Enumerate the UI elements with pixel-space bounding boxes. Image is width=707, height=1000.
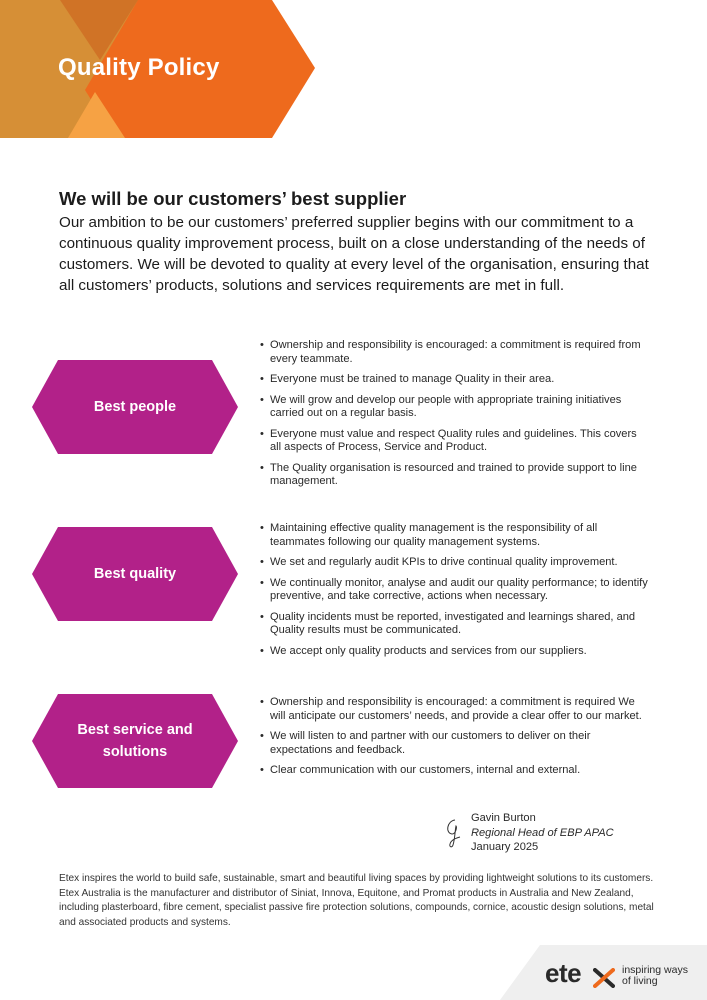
list-item: • We set and regularly audit KPIs to drive continual quality improvement. [260,556,618,568]
list-item: • Everyone must value and respect Quality rules and guidelines. This covers all aspects of Process, Service and Product. [260,427,637,453]
list-item: • We accept only quality products and services from our suppliers. [260,644,587,657]
list-item: • The Quality organisation is resourced and trained to provide support to line management. [260,461,637,487]
list-item: • Maintaining effective quality management is the responsibility of all teammates following our quality management systems. [260,522,598,548]
list-item: • Ownership and responsibility is encouraged: a commitment is required from every teammate. [260,339,641,365]
pillar-label: Best quality [93,566,177,582]
signoff-block [443,811,683,857]
list-item: • Everyone must be trained to manage Quality in their area. [260,373,555,385]
pillar-bullet-list-best-service [259,696,649,785]
signature-mark [443,817,463,849]
intro-heading: We will be our customers’ best supplier [59,188,407,209]
brand-wordmark: ete [545,958,582,988]
list-item: • We will listen to and partner with our customers to deliver on their expectations and feedback. [260,730,591,756]
pillar-badge-best-quality [32,527,238,621]
signoff-name: Gavin Burton [471,812,536,824]
signoff-role: Regional Head of EBP APAC [471,826,614,839]
list-item: • We will grow and develop our people with appropriate training initiatives carried out on a regular basis. [260,393,622,419]
list-item: • We continually monitor, analyse and audit our quality performance; to identify preventive, and take corrective, actions when necessary. [260,576,648,602]
brand-tagline [622,965,707,987]
pillar-bullet-list-best-people [259,339,649,496]
pillar-bullet-list-best-quality [259,522,649,665]
page-title: Quality Policy [58,54,220,81]
brand-tagline-line1: inspiring ways [622,964,688,976]
pillar-badge-best-service [32,694,238,788]
list-item: • Quality incidents must be reported, investigated and learnings shared, and Quality results must be communicated. [260,610,636,636]
list-item: • Ownership and responsibility is encouraged: a commitment is required We will anticipate our customers’ needs, and provide a clear offer to our market. [260,696,642,722]
pillar-badge-best-people [32,360,238,454]
pillar-label: Best service and solutions [77,722,193,760]
pillar-label: Best people [93,399,177,415]
signoff-date: January 2025 [471,841,539,853]
list-item: • Clear communication with our customers, internal and external. [260,764,581,776]
brand-x-mark-icon [593,968,615,988]
footer-description: Etex inspires the world to build safe, sustainable, smart and beautiful living spaces by providing lightweight solutions to its customers. Etex Australia is the manufacturer and distributor of Siniat, Innova, Equitone, and Promat products in Australia and New Zealand, including plasterboard, fibre cement, specialist passive fire protection solutions, compounds, cornice, acoustic design solutions, metal and associated products and systems. [59,873,654,928]
intro-body: Our ambition to be our customers’ preferred supplier begins with our commitment to a continuous quality improvement process, built on a close understanding of the needs of customers. We will be devoted to quality at every level of the organisation, ensuring that all customers’ products, solutions and services requirements are met in full. [59,214,649,294]
brand-tagline-line2: of living [622,975,658,987]
